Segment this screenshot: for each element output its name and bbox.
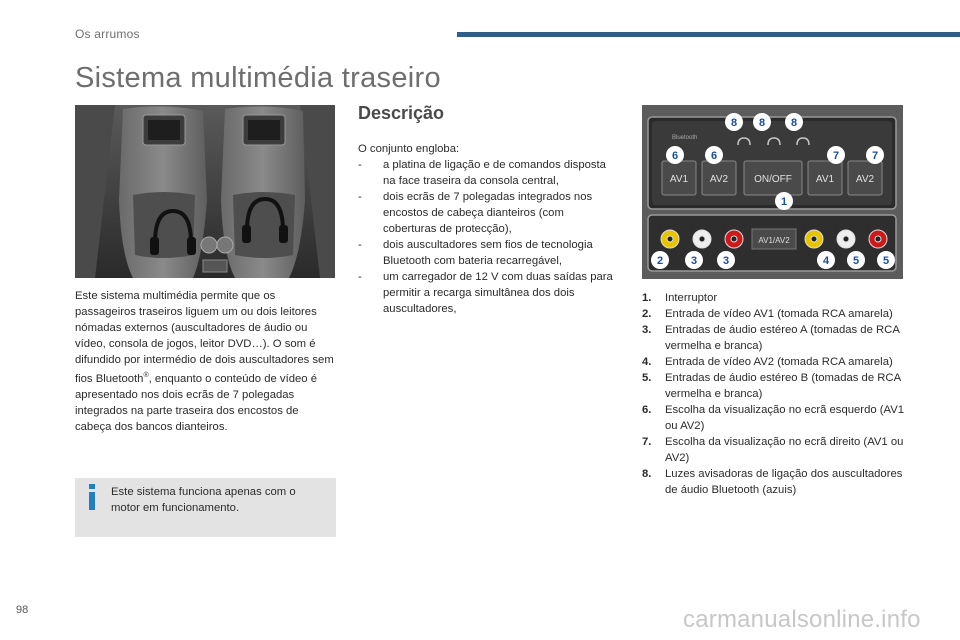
callout-6: 6 — [710, 150, 718, 162]
legend-item: 3. Entradas de áudio estéreo A (tomadas de RCA vermelha e branca) — [642, 324, 900, 352]
list-item: - dois ecrãs de 7 polegadas integrados nos encostos de cabeça dianteiros (com coberturas de protecção), — [358, 191, 593, 235]
control-panel-illustration — [642, 105, 903, 279]
info-note-box — [75, 478, 336, 537]
list-item: - um carregador de 12 V com duas saídas para permitir a recarga simultânea dos dois auscultadores, — [358, 271, 613, 315]
button-av2-right: AV2 — [855, 174, 875, 185]
info-icon — [87, 484, 97, 510]
registered-mark: ® — [143, 372, 149, 379]
legend-item: 4. Entrada de vídeo AV2 (tomada RCA amarela) — [642, 356, 893, 368]
description-heading: Descrição — [358, 103, 445, 123]
info-note-text: Este sistema funciona apenas com o motor em funcionamento. — [111, 486, 296, 514]
callout-7: 7 — [832, 150, 840, 162]
button-av2-left: AV2 — [709, 174, 729, 185]
callout-8: 8 — [730, 117, 738, 129]
page-title: Sistema multimédia traseiro — [75, 62, 441, 94]
callout-1: 1 — [780, 196, 788, 208]
intro-paragraph — [75, 288, 337, 435]
button-av1-left: AV1 — [669, 174, 689, 185]
callout-8: 8 — [790, 117, 798, 129]
button-on-off: ON/OFF — [754, 174, 792, 185]
description-lead: O conjunto engloba: — [358, 143, 460, 155]
legend-item: 8. Luzes avisadoras de ligação dos auscultadores de áudio Bluetooth (azuis) — [642, 468, 903, 496]
callout-3: 3 — [722, 255, 730, 267]
callout-3: 3 — [690, 255, 698, 267]
callout-6: 6 — [671, 150, 679, 162]
legend-item: 5. Entradas de áudio estéreo B (tomadas de RCA vermelha e branca) — [642, 372, 901, 400]
header-accent-bar — [457, 32, 960, 37]
list-item: - dois auscultadores sem fios de tecnologia Bluetooth com bateria recarregável, — [358, 239, 593, 267]
control-panel-photo — [642, 105, 903, 279]
page-number: 98 — [16, 604, 29, 616]
button-av1-right: AV1 — [815, 174, 835, 185]
seats-illustration — [75, 105, 335, 278]
legend-item: 7. Escolha da visualização no ecrã direito (AV1 ou AV2) — [642, 436, 904, 464]
callout-2: 2 — [656, 255, 664, 267]
legend-item: 6. Escolha da visualização no ecrã esquerdo (AV1 ou AV2) — [642, 404, 905, 432]
callout-4: 4 — [822, 255, 830, 267]
legend-list — [642, 290, 912, 498]
callout-8: 8 — [758, 117, 766, 129]
legend-item: 2. Entrada de vídeo AV1 (tomada RCA amarela) — [642, 308, 893, 320]
watermark[interactable]: carmanualsonline.info — [683, 606, 921, 633]
callout-5: 5 — [882, 255, 890, 267]
callout-5: 5 — [852, 255, 860, 267]
description-list — [358, 157, 620, 317]
socket-label: AV1/AV2 — [758, 236, 790, 245]
section-label: Os arrumos — [75, 27, 140, 41]
callout-7: 7 — [871, 150, 879, 162]
seats-photo — [75, 105, 335, 278]
panel-brand: Bluetooth — [672, 135, 698, 141]
list-item: - a platina de ligação e de comandos disposta na face traseira da consola central, — [358, 159, 606, 187]
legend-item: 1. Interruptor — [642, 292, 718, 304]
intro-text-main: Este sistema multimédia permite que os passageiros traseiros liguem um ou dois leitores nómadas externos (auscultadores de áudio ou vídeo, consola de jogos, leitor DVD…). O som é difundido por intermédio de dois auscultadores sem fios Bluetooth — [75, 290, 334, 385]
intro-text-rest: , enquanto o conteúdo de vídeo é apresentado nos dois ecrãs de 7 polegadas integrados na parte traseira dos encostos de cabeça dos bancos dianteiros. — [75, 372, 317, 433]
